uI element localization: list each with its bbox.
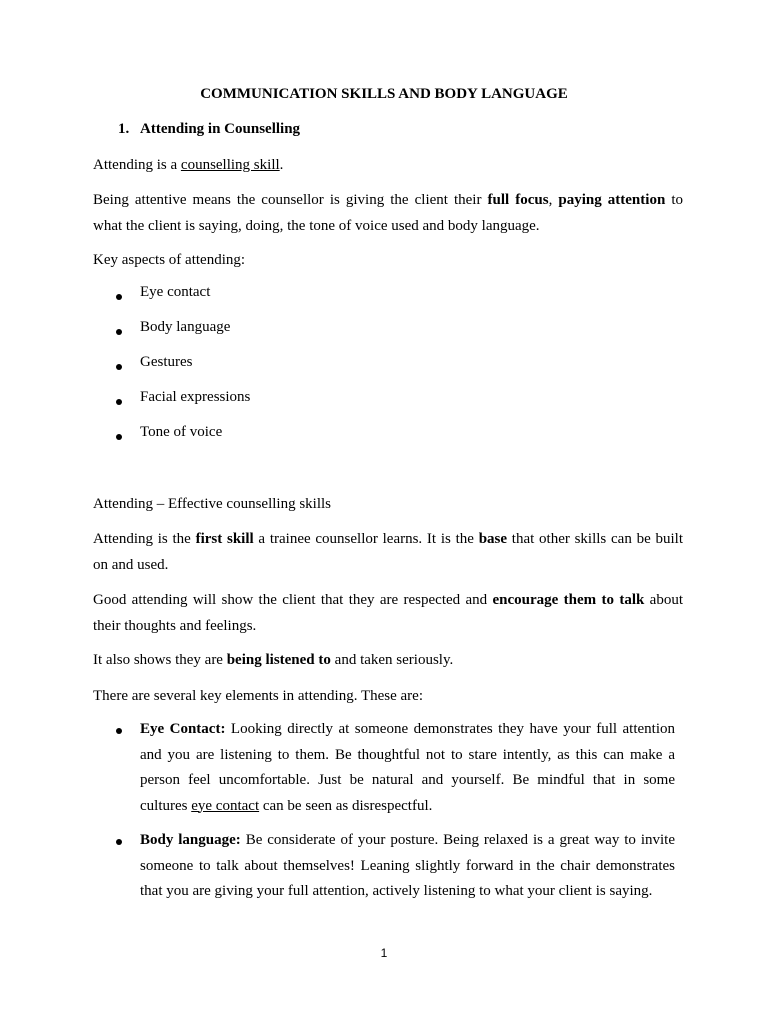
paragraph-line <box>93 188 683 214</box>
paragraph-line <box>140 828 675 854</box>
paragraph-line: person feel uncomfortable. Just be natural and yourself. Be mindful that in some <box>140 772 675 788</box>
text-run: Being attentive means the counsellor is giving the client their <box>93 192 488 208</box>
text-run: Attending is a <box>93 157 181 173</box>
paragraph-line: their thoughts and feelings. <box>93 617 257 634</box>
bullet-icon <box>116 399 122 405</box>
section-heading <box>118 121 300 138</box>
paragraph-line: on and used. <box>93 556 169 573</box>
eye-contact-link[interactable]: eye contact <box>191 797 260 814</box>
bullet-icon <box>116 329 122 335</box>
bold-text: paying attention <box>558 192 666 208</box>
paragraph-line: and you are listening to them. Be thoughtful not to stare intently, as this can make a <box>140 746 675 763</box>
paragraph-line <box>93 527 683 553</box>
section-number: 1. <box>118 121 130 137</box>
list-item: Body language <box>140 319 231 335</box>
list-item: Eye contact <box>140 284 211 300</box>
bold-text: base <box>478 531 508 547</box>
text-run: Good attending will show the client that they are respected and <box>93 592 493 608</box>
text-run: to <box>665 192 684 208</box>
bullet-icon <box>116 434 122 440</box>
text-run: Attending is the <box>93 531 196 547</box>
bold-text: being listened to <box>226 652 331 668</box>
paragraph-line: what the client is saying, doing, the tone of voice used and body language. <box>93 217 540 234</box>
text-run: . <box>279 157 284 173</box>
list-item: Gestures <box>140 354 193 370</box>
text-run: cultures <box>140 797 192 814</box>
paragraph-attending-skill <box>93 153 683 179</box>
text-run: that other skills can be built <box>507 531 683 547</box>
bold-text: Eye Contact: <box>140 721 226 737</box>
text-run: Looking directly at someone demonstrates they have your full attention <box>225 721 675 737</box>
bold-text: encourage them to talk <box>492 592 645 608</box>
paragraph-key-elements: There are several key elements in attending. These are: <box>93 688 423 704</box>
bullet-icon <box>116 839 122 845</box>
counselling-skill-link[interactable]: counselling skill <box>180 157 280 173</box>
bold-text: full focus <box>487 192 549 208</box>
section-heading-text: Attending in Counselling <box>140 121 301 137</box>
paragraph-key-aspects: Key aspects of attending: <box>93 252 246 268</box>
text-run: and taken seriously. <box>330 652 454 668</box>
text-run: Be considerate of your posture. Being relaxed is a great way to invite <box>240 832 675 848</box>
paragraph-line <box>140 794 675 820</box>
paragraph-good-attending <box>93 588 683 639</box>
bullet-icon <box>116 364 122 370</box>
list-item: Tone of voice <box>140 424 223 440</box>
page-number: 1 <box>380 946 388 960</box>
bold-text: first skill <box>195 531 254 547</box>
bold-text: Body language: <box>140 832 241 848</box>
list-item: Facial expressions <box>140 389 251 405</box>
bullet-icon <box>116 294 122 300</box>
text-run: It also shows they are <box>93 652 227 668</box>
document-title: COMMUNICATION SKILLS AND BODY LANGUAGE <box>200 86 568 102</box>
text-run: about <box>644 592 684 608</box>
paragraph-line <box>93 588 683 614</box>
paragraph-first-skill <box>93 527 683 578</box>
paragraph-being-attentive <box>93 188 683 239</box>
text-run: can be seen as disrespectful. <box>259 797 433 814</box>
list-item-body-language <box>140 828 675 905</box>
text-run: a trainee counsellor learns. It is the <box>253 531 479 547</box>
paragraph-listened-to <box>93 648 683 674</box>
paragraph-line: someone to talk about themselves! Leaning slightly forward in the chair demonstrates <box>140 857 675 874</box>
subheading-effective-skills: Attending – Effective counselling skills <box>93 496 332 512</box>
list-item-eye-contact <box>140 717 675 819</box>
bullet-icon <box>116 728 122 734</box>
text-run: , <box>548 192 559 208</box>
paragraph-line <box>140 717 675 743</box>
paragraph-line: that you are giving your full attention, actively listening to what your client is saying. <box>140 883 653 899</box>
